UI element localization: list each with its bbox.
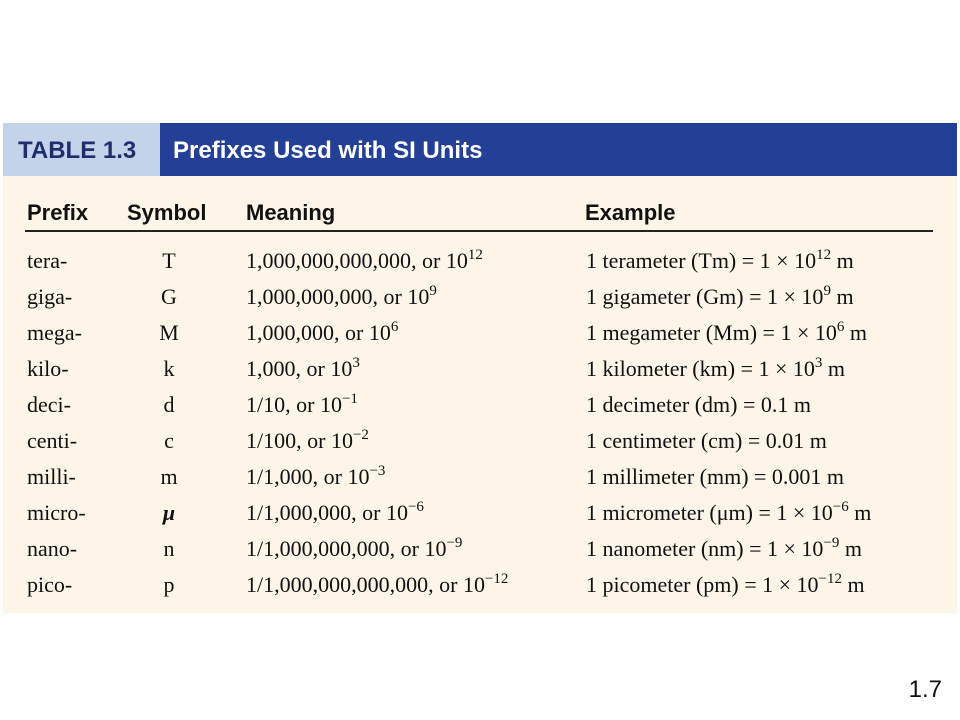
- example-exponent: 12: [816, 247, 832, 263]
- example-exponent: −6: [832, 499, 849, 515]
- table-title-bar: [3, 123, 957, 176]
- table-row: [3, 536, 957, 572]
- prefix-cell: kilo-: [27, 356, 69, 381]
- example-cell: [586, 464, 844, 490]
- example-cell: [586, 248, 854, 274]
- example-unit: m: [822, 356, 846, 381]
- table-row: [3, 392, 957, 428]
- table-row: [3, 500, 957, 536]
- example-text: 1 picometer (pm) = 1 × 10: [586, 572, 819, 597]
- example-unit: m: [831, 248, 854, 273]
- prefix-cell: centi-: [27, 428, 78, 453]
- page-number: 1.7: [908, 676, 942, 703]
- example-text: 1 kilometer (km) = 1 × 10: [586, 356, 815, 381]
- example-cell: [586, 536, 862, 562]
- example-cell: [586, 356, 845, 382]
- meaning-exponent: 6: [390, 319, 399, 335]
- prefix-cell: micro-: [27, 500, 86, 525]
- meaning-exponent: −6: [407, 499, 424, 515]
- header-rule: [25, 230, 933, 232]
- example-text: 1 nanometer (nm) = 1 × 10: [586, 536, 824, 561]
- meaning-cell: [246, 572, 508, 598]
- meaning-text: 1,000,000,000,000, or 10: [246, 248, 468, 273]
- example-text: 1 megameter (Mm) = 1 × 10: [586, 320, 837, 345]
- meaning-exponent: −9: [446, 535, 463, 551]
- prefix-cell: tera-: [27, 248, 68, 273]
- symbol-cell: d: [163, 392, 175, 417]
- meaning-cell: [246, 248, 483, 274]
- meaning-cell: [246, 284, 437, 310]
- meaning-text: 1/1,000, or 10: [246, 464, 370, 489]
- example-text: 1 millimeter (mm) = 0.001 m: [586, 464, 845, 489]
- header-example: Example: [585, 200, 676, 225]
- symbol-cell: p: [163, 572, 175, 597]
- prefix-cell: nano-: [27, 536, 78, 561]
- meaning-cell: [246, 320, 398, 346]
- meaning-exponent: 3: [352, 355, 360, 371]
- prefix-cell: mega-: [27, 320, 82, 345]
- table-row: [3, 428, 957, 464]
- example-exponent: −12: [818, 571, 843, 587]
- meaning-exponent: −3: [369, 463, 386, 479]
- symbol-cell: m: [160, 464, 178, 489]
- meaning-cell: [246, 464, 385, 490]
- symbol-cell: μ: [162, 500, 176, 525]
- example-unit: m: [842, 572, 865, 597]
- meaning-text: 1,000,000, or 10: [246, 320, 391, 345]
- meaning-text: 1/10, or 10: [246, 392, 342, 417]
- example-exponent: −9: [823, 535, 840, 551]
- meaning-cell: [246, 356, 360, 382]
- prefix-cell: milli-: [27, 464, 76, 489]
- symbol-cell: c: [164, 428, 174, 453]
- example-text: 1 centimeter (cm) = 0.01 m: [586, 428, 827, 453]
- symbol-cell: G: [161, 284, 177, 309]
- symbol-cell: M: [159, 320, 179, 345]
- header-meaning: Meaning: [246, 200, 336, 225]
- example-unit: m: [848, 500, 872, 525]
- meaning-exponent: 9: [429, 283, 437, 299]
- symbol-cell: n: [163, 536, 175, 561]
- header-symbol: Symbol: [127, 200, 207, 225]
- prefix-cell: pico-: [27, 572, 73, 597]
- meaning-text: 1/1,000,000,000,000, or 10: [246, 572, 485, 597]
- meaning-text: 1/1,000,000,000, or 10: [246, 536, 447, 561]
- table-row: [3, 572, 957, 608]
- meaning-cell: [246, 500, 424, 526]
- example-text: 1 gigameter (Gm) = 1 × 10: [586, 284, 824, 309]
- meaning-exponent: −2: [352, 427, 369, 443]
- meaning-exponent: −12: [484, 571, 509, 587]
- example-cell: [586, 500, 871, 526]
- example-exponent: 6: [836, 319, 845, 335]
- example-unit: m: [839, 536, 863, 561]
- table-row: [3, 284, 957, 320]
- prefix-cell: deci-: [27, 392, 71, 417]
- meaning-cell: [246, 428, 369, 454]
- prefix-table: [3, 123, 957, 613]
- example-cell: [586, 428, 827, 454]
- example-cell: [586, 284, 854, 310]
- meaning-text: 1/100, or 10: [246, 428, 353, 453]
- meaning-exponent: 12: [467, 247, 483, 263]
- meaning-text: 1/1,000,000, or 10: [246, 500, 408, 525]
- table-row: [3, 464, 957, 500]
- header-prefix: Prefix: [27, 200, 89, 225]
- example-exponent: 3: [814, 355, 823, 371]
- meaning-exponent: −1: [341, 391, 358, 407]
- table-title: Prefixes Used with SI Units: [173, 137, 483, 164]
- meaning-text: 1,000, or 10: [246, 356, 353, 381]
- example-text: 1 micrometer (μm) = 1 × 10: [586, 500, 833, 525]
- table-number: TABLE 1.3: [18, 137, 137, 164]
- example-unit: m: [844, 320, 867, 345]
- example-cell: [586, 392, 811, 418]
- example-exponent: 9: [823, 283, 831, 299]
- example-cell: [586, 320, 867, 346]
- table-row: [3, 248, 957, 284]
- example-text: 1 decimeter (dm) = 0.1 m: [586, 392, 812, 417]
- meaning-cell: [246, 392, 358, 418]
- example-unit: m: [830, 284, 854, 309]
- symbol-cell: k: [163, 356, 175, 381]
- example-cell: [586, 572, 865, 598]
- meaning-cell: [246, 536, 462, 562]
- meaning-text: 1,000,000,000, or 10: [246, 284, 430, 309]
- table-number-tab: [3, 123, 160, 176]
- table-row: [3, 320, 957, 356]
- example-text: 1 terameter (Tm) = 1 × 10: [586, 248, 817, 273]
- symbol-cell: T: [162, 248, 176, 273]
- table-row: [3, 356, 957, 392]
- prefix-cell: giga-: [27, 284, 73, 309]
